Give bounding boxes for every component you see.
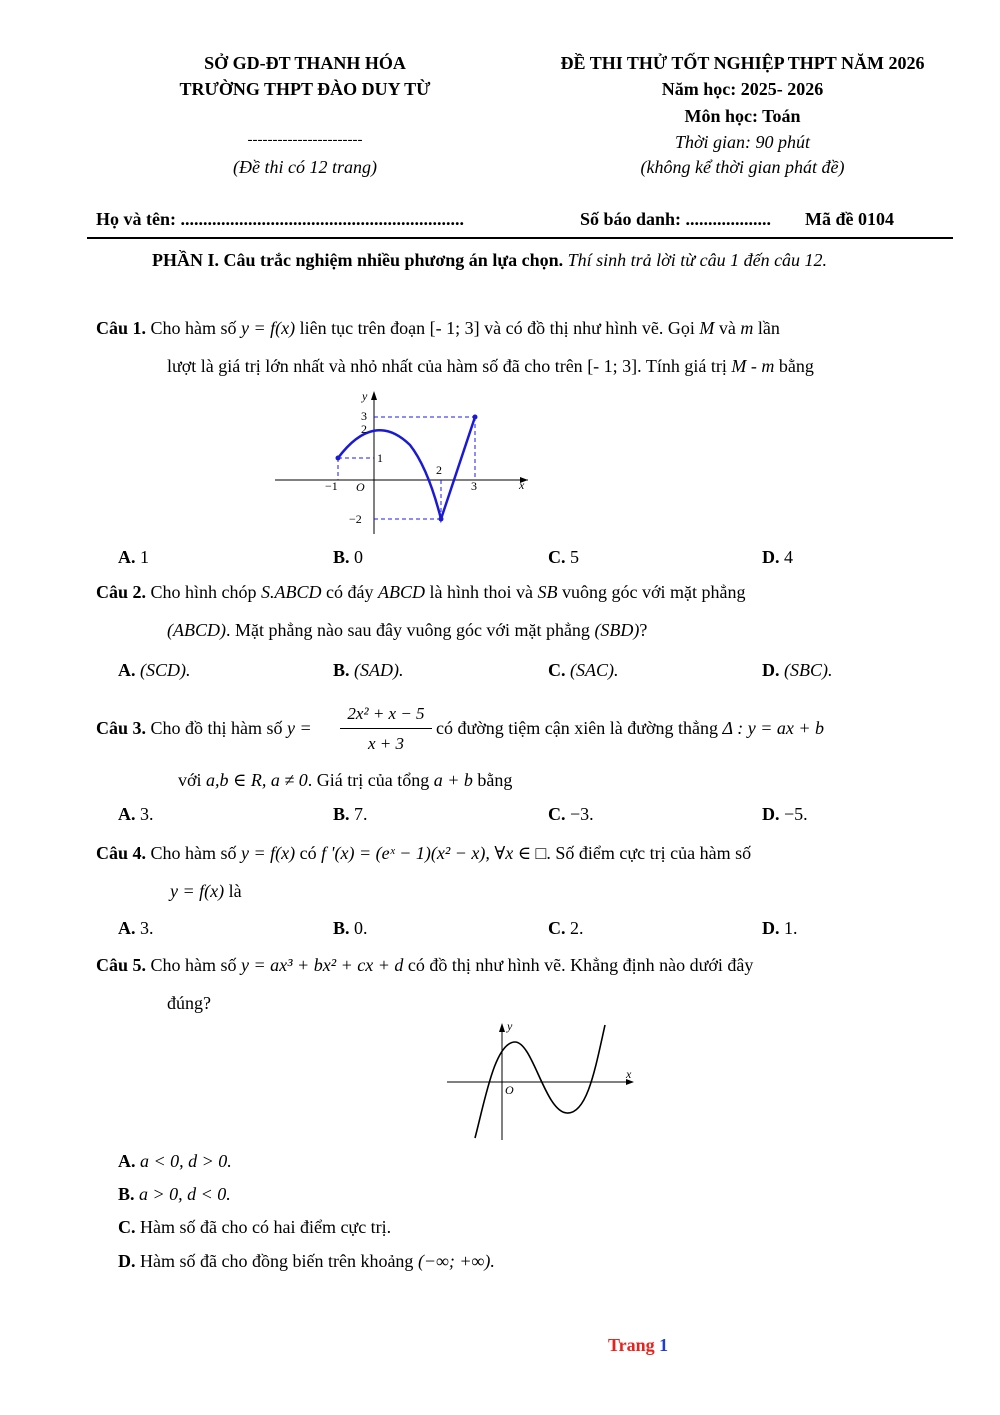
q1-xtick-3: 3 [471, 479, 477, 493]
exam-time: Thời gian: 90 phút [674, 132, 811, 152]
header-dashes: ----------------------- [247, 132, 363, 148]
question-5-graph [445, 1020, 640, 1142]
q1-option-c[interactable]: C. 5 [548, 547, 579, 567]
question-2-line2: (ABCD). Mặt phẳng nào sau đây vuông góc với mặt phẳng (SBD)? [167, 620, 648, 640]
q2-option-b[interactable]: B. (SAD). [333, 660, 404, 680]
q4-option-d[interactable]: D. 1. [762, 918, 798, 938]
q1-origin-label: O [356, 480, 365, 494]
q1-xtick-2: 2 [436, 463, 442, 477]
header-divider [87, 237, 953, 239]
question-5-line2: đúng? [167, 993, 211, 1013]
q5-option-d[interactable]: D. Hàm số đã cho đồng biến trên khoảng (−∞; +∞). [118, 1251, 495, 1271]
question-2-line1: Câu 2. Cho hình chóp S.ABCD có đáy ABCD là hình thoi và SB vuông góc với mặt phẳng [96, 582, 746, 602]
q3-option-b[interactable]: B. 7. [333, 804, 368, 824]
school-name: TRƯỜNG THPT ĐÀO DUY TỪ [179, 79, 431, 99]
q4-option-c[interactable]: C. 2. [548, 918, 584, 938]
page-count-note: (Đề thi có 12 trang) [233, 157, 377, 177]
candidate-id-field: Số báo danh: ................... [580, 209, 772, 229]
q1-tick-1: 1 [377, 451, 383, 465]
q3-fraction-bar [340, 728, 432, 729]
q3-denominator: x + 3 [367, 734, 405, 753]
school-department: SỞ GD-ĐT THANH HÓA [204, 53, 406, 73]
q1-tick-2: 2 [361, 422, 367, 436]
question-1-line2: lượt là giá trị lớn nhất và nhỏ nhất của hàm số đã cho trên [- 1; 3]. Tính giá trị M - m bằng [167, 356, 814, 376]
q2-option-c[interactable]: C. (SAC). [548, 660, 619, 680]
page-number: Trang 1 [608, 1335, 669, 1355]
candidate-name-field: Họ và tên: ............................................................... [96, 209, 464, 229]
q1-option-d[interactable]: D. 4 [762, 547, 793, 567]
q5-origin-label: O [505, 1083, 514, 1097]
q5-axis-y-label: y [507, 1020, 513, 1033]
exam-code: Mã đề 0104 [805, 209, 894, 229]
section-title: PHẦN I. Câu trắc nghiệm nhiều phương án lựa chọn. Thí sinh trả lời từ câu 1 đến câu 12. [152, 250, 828, 270]
q5-axis-x-label: x [626, 1067, 632, 1081]
q1-xtick-neg1: −1 [325, 479, 338, 493]
question-1-line1: Câu 1. Cho hàm số y = f(x) liên tục trên đoạn [- 1; 3] và có đồ thị như hình vẽ. Gọi M và m lần [96, 318, 780, 338]
q1-option-b[interactable]: B. 0 [333, 547, 364, 567]
q3-numerator: 2x² + x − 5 [347, 704, 425, 723]
question-5-line1: Câu 5. Cho hàm số y = ax³ + bx² + cx + d có đồ thị như hình vẽ. Khẳng định nào dưới đây [96, 955, 754, 975]
q5-option-b[interactable]: B. a > 0, d < 0. [118, 1184, 231, 1204]
q3-option-d[interactable]: D. −5. [762, 804, 808, 824]
q5-option-c[interactable]: C. Hàm số đã cho có hai điểm cực trị. [118, 1217, 392, 1237]
q5-option-a[interactable]: A. a < 0, d > 0. [118, 1151, 232, 1171]
q3-option-a[interactable]: A. 3. [118, 804, 154, 824]
question-4-line2: y = f(x) là [170, 881, 242, 901]
question-1-graph [270, 386, 540, 536]
q1-axis-x-label: x [519, 478, 525, 492]
question-3-line2: với a,b ∈ R, a ≠ 0. Giá trị của tổng a + b bằng [178, 770, 513, 790]
question-3-line1-rest: có đường tiệm cận xiên là đường thẳng Δ : y = ax + b [436, 718, 824, 738]
q1-tick-3: 3 [361, 409, 367, 423]
exam-title: ĐỀ THI THỬ TỐT NGHIỆP THPT NĂM 2026 [560, 53, 925, 73]
q4-option-b[interactable]: B. 0. [333, 918, 368, 938]
q3-option-c[interactable]: C. −3. [548, 804, 594, 824]
q1-option-a[interactable]: A. 1 [118, 547, 149, 567]
subject: Môn học: Toán [684, 106, 801, 126]
q4-option-a[interactable]: A. 3. [118, 918, 154, 938]
exam-time-note: (không kể thời gian phát đề) [640, 157, 845, 177]
q1-axis-y-label: y [362, 389, 368, 403]
question-4-line1: Câu 4. Cho hàm số y = f(x) có f '(x) = (eˣ − 1)(x² − x), ∀x ∈ □. Số điểm cực trị của hàm số [96, 843, 752, 863]
q2-option-a[interactable]: A. (SCD). [118, 660, 191, 680]
q1-tick-neg2: −2 [349, 512, 362, 526]
question-3-label: Câu 3. Cho đồ thị hàm số y = [96, 718, 312, 738]
q2-option-d[interactable]: D. (SBC). [762, 660, 833, 680]
school-year: Năm học: 2025- 2026 [661, 79, 824, 99]
